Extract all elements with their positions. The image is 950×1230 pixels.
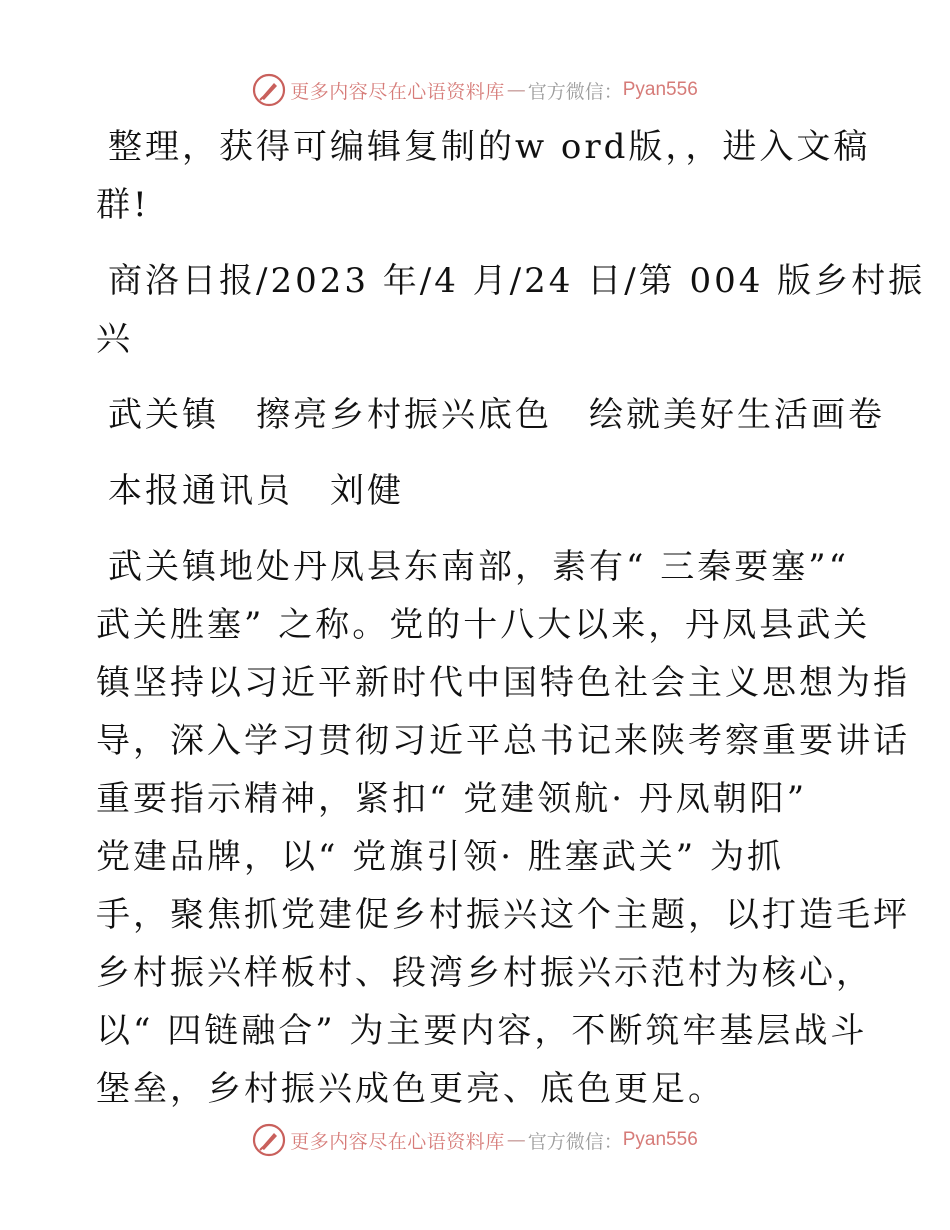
text-line: 商洛日报/2023 年/4 月/24 日/第 004 版乡村振 — [108, 261, 926, 301]
text-line: 重要指示精神，紧扣“ 党建领航· 丹凤朝阳” — [96, 779, 808, 819]
document-body — [96, 118, 926, 1118]
watermark-wechat-id: Pyan556 — [622, 79, 698, 100]
text-line: 手，聚焦抓党建促乡村振兴这个主题，以打造毛坪 — [96, 895, 910, 935]
text-line: 堡垒，乡村振兴成色更亮、底色更足。 — [96, 1069, 725, 1109]
text-line: 乡村振兴样板村、段湾乡村振兴示范村为核心， — [96, 953, 873, 993]
article-paragraph — [96, 538, 910, 1118]
watermark-separator: — — [506, 79, 526, 101]
footer-watermark — [0, 1120, 950, 1160]
watermark-text: 更多内容尽在心语资料库 — [290, 1130, 505, 1153]
text-line: 武关镇地处丹凤县东南部，素有“ 三秦要塞”“ — [108, 547, 849, 587]
text-line: 整理，获得可编辑复制的w ord版，，进入文稿 — [108, 127, 871, 167]
watermark-wechat-id: Pyan556 — [622, 1129, 698, 1150]
text-line: 党建品牌，以“ 党旗引领· 胜塞武关” 为抓 — [96, 837, 784, 877]
watermark-label: 官方微信： — [527, 1130, 623, 1153]
text-line: 镇坚持以习近平新时代中国特色社会主义思想为指 — [96, 663, 910, 703]
headline-text: 武关镇 擦亮乡村振兴底色 绘就美好生活画卷 — [108, 395, 885, 435]
text-line: 以“ 四链融合” 为主要内容，不断筑牢基层战斗 — [96, 1011, 868, 1051]
article-byline — [96, 462, 856, 520]
quill-logo-icon — [252, 73, 286, 107]
intro-paragraph — [96, 118, 871, 234]
text-line: 兴 — [96, 319, 133, 359]
text-line: 群! — [96, 185, 150, 225]
text-line: 武关胜塞” 之称。党的十八大以来，丹凤县武关 — [96, 605, 871, 645]
source-line — [96, 252, 926, 368]
quill-logo-icon — [252, 1123, 286, 1157]
header-watermark — [0, 70, 950, 110]
watermark-text: 更多内容尽在心语资料库 — [290, 80, 505, 103]
byline-text: 本报通讯员 刘健 — [108, 471, 404, 511]
text-line: 导，深入学习贯彻习近平总书记来陕考察重要讲话 — [96, 721, 910, 761]
watermark-label: 官方微信： — [527, 80, 623, 103]
watermark-separator: — — [506, 1129, 526, 1151]
article-headline — [96, 386, 885, 444]
